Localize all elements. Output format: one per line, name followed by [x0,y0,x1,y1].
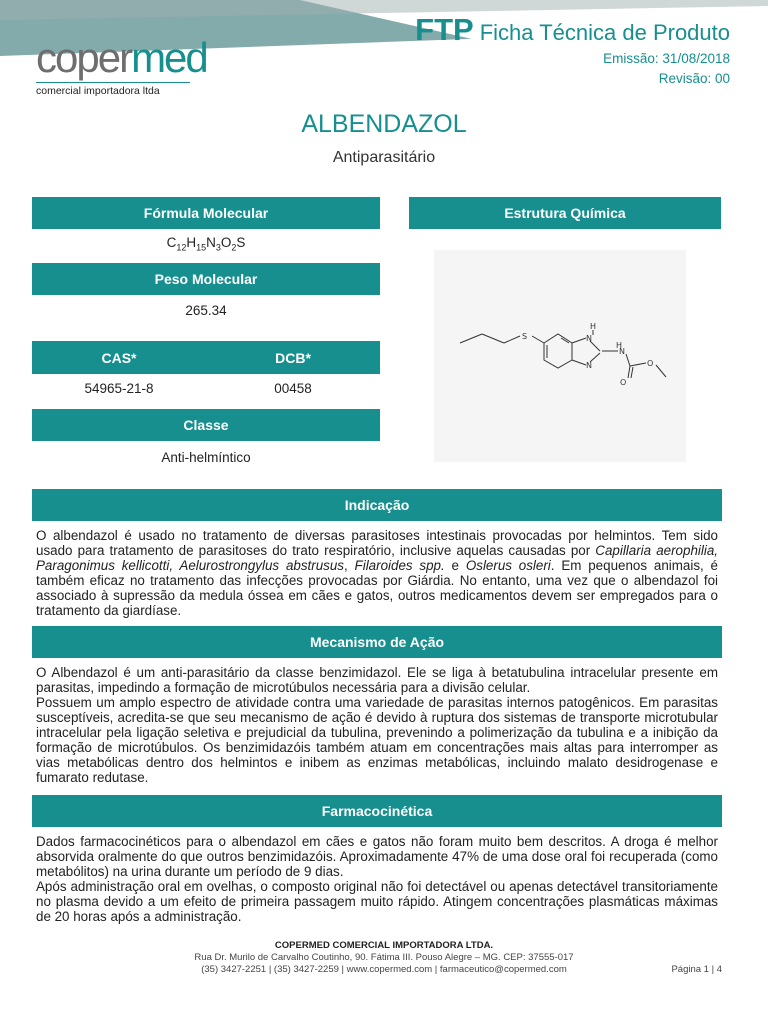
logo-part-1: coper [36,34,132,81]
mecanismo-text [36,665,718,785]
product-name: ALBENDAZOL [301,110,467,138]
revision-number: Revisão: 00 [658,71,730,86]
footer [0,940,768,976]
classe-header: Classe [32,409,380,441]
product-class: Antiparasitário [332,149,436,166]
document-title [415,12,730,48]
atom-o-ester: O [647,359,654,368]
structure-header: Estrutura Química [409,197,721,229]
mecanismo-paragraph-1: O Albendazol é um anti-parasitário da classe benzimidazol. Ele se liga à betatubulina intracelular presente em parasitas, impedindo a formação de microtúbulos necessária para a divisão celular. [36,665,718,695]
farmacocinetica-header: Farmacocinética [32,795,722,827]
weight-value: 265.34 [185,303,227,318]
structure-diagram [434,250,686,462]
weight-header: Peso Molecular [32,263,380,295]
logo-wordmark [36,34,207,81]
chemical-structure [434,250,686,462]
cas-label: CAS* [101,349,137,366]
footer-contacts: (35) 3427-2251 | (35) 3427-2259 | www.copermed.com | farmaceutico@copermed.com [201,964,567,975]
doc-title: Ficha Técnica de Produto [479,20,730,45]
atom-n-upper: N [586,334,592,343]
atom-n-lower: N [586,361,592,370]
dcb-label: DCB* [275,349,311,366]
atom-h-nh: H [616,341,623,350]
classe-value: Anti-helmíntico [161,450,251,465]
footer-address: Rua Dr. Murilo de Carvalho Coutinho, 90. Fátima III. Pouso Alegre – MG. CEP: 37555-017 [194,952,574,963]
doc-code: FTP [415,12,474,47]
page-number: Página 1 | 4 [671,964,722,975]
emission-date: Emissão: 31/08/2018 [603,51,730,66]
mecanismo-paragraph-2: Possuem um amplo espectro de atividade contra uma variedade de parasitas internos patogênicos. Em parasitas susceptíveis, acredita-se que seu mecanismo de ação é devido à ruptura dos sistemas de transporte microtubular intracelular pela ligação seletiva e prejudicial da tubulina, prevenindo a polimerização da tubulina e a inibição da formação de microtúbulos. Os benzimidazóis também atuam em concentrações mais altas para interromper as vias metabólicas dentro dos helmintos e inibem as enzimas metabólicas, incluindo malato desidrogenase e fumarato redutase. [36,695,718,785]
atom-n-amide: N [619,347,625,356]
atom-h-top: H [590,322,597,331]
atom-s: S [522,332,528,341]
formula-value: $C_{12}H_{15}N_3O_2S$ [166,235,246,253]
farmacocinetica-text [36,834,718,924]
farmaco-paragraph-1: Dados farmacocinéticos para o albendazol em cães e gatos não foram muito bem descritos. A droga é melhor absorvida oralmente do que outros benzimidazóis. Aproximadamente 47% de uma dose oral foi recuperada (como metabólitos) na urina durante um período de 9 dias. [36,834,718,879]
company-logo [36,34,207,97]
logo-tagline: comercial importadora ltda [36,82,190,97]
atom-o-carbonyl: O [620,378,627,387]
formula-header: Fórmula Molecular [32,197,380,229]
indicacao-text: O albendazol é usado no tratamento de diversas parasitoses intestinais provocadas por helmintos. Tem sido usado para tratamento de parasitoses do trato respiratório, inclusive aquelas causadas por Capillaria aerophilia, Paragonimus kellicotti, Aelurostrongylus abstrusus, Filaroides spp. e Oslerus osleri. Em pequenos animais, é também eficaz no tratamento das infecções provocadas por Giárdia. No entanto, uma vez que o albendazol foi associado à supressão da medula óssea em cães e gatos, outros medicamentos devem ser empregados para o tratamento da giardíase. [36,528,718,618]
farmaco-paragraph-2: Após administração oral em ovelhas, o composto original não foi detectável ou apenas detectável transitoriamente no plasma devido a um efeito de primeira passagem muito rápido. Atingem concentrações plasmáticas máximas de 20 horas após a administração. [36,879,718,924]
cas-value: 54965-21-8 [84,381,154,396]
indicacao-header: Indicação [32,489,722,521]
logo-part-2: med [131,34,207,81]
footer-company: COPERMED COMERCIAL IMPORTADORA LTDA. [274,940,494,951]
dcb-value: 00458 [274,381,312,396]
mecanismo-header: Mecanismo de Ação [32,626,722,658]
